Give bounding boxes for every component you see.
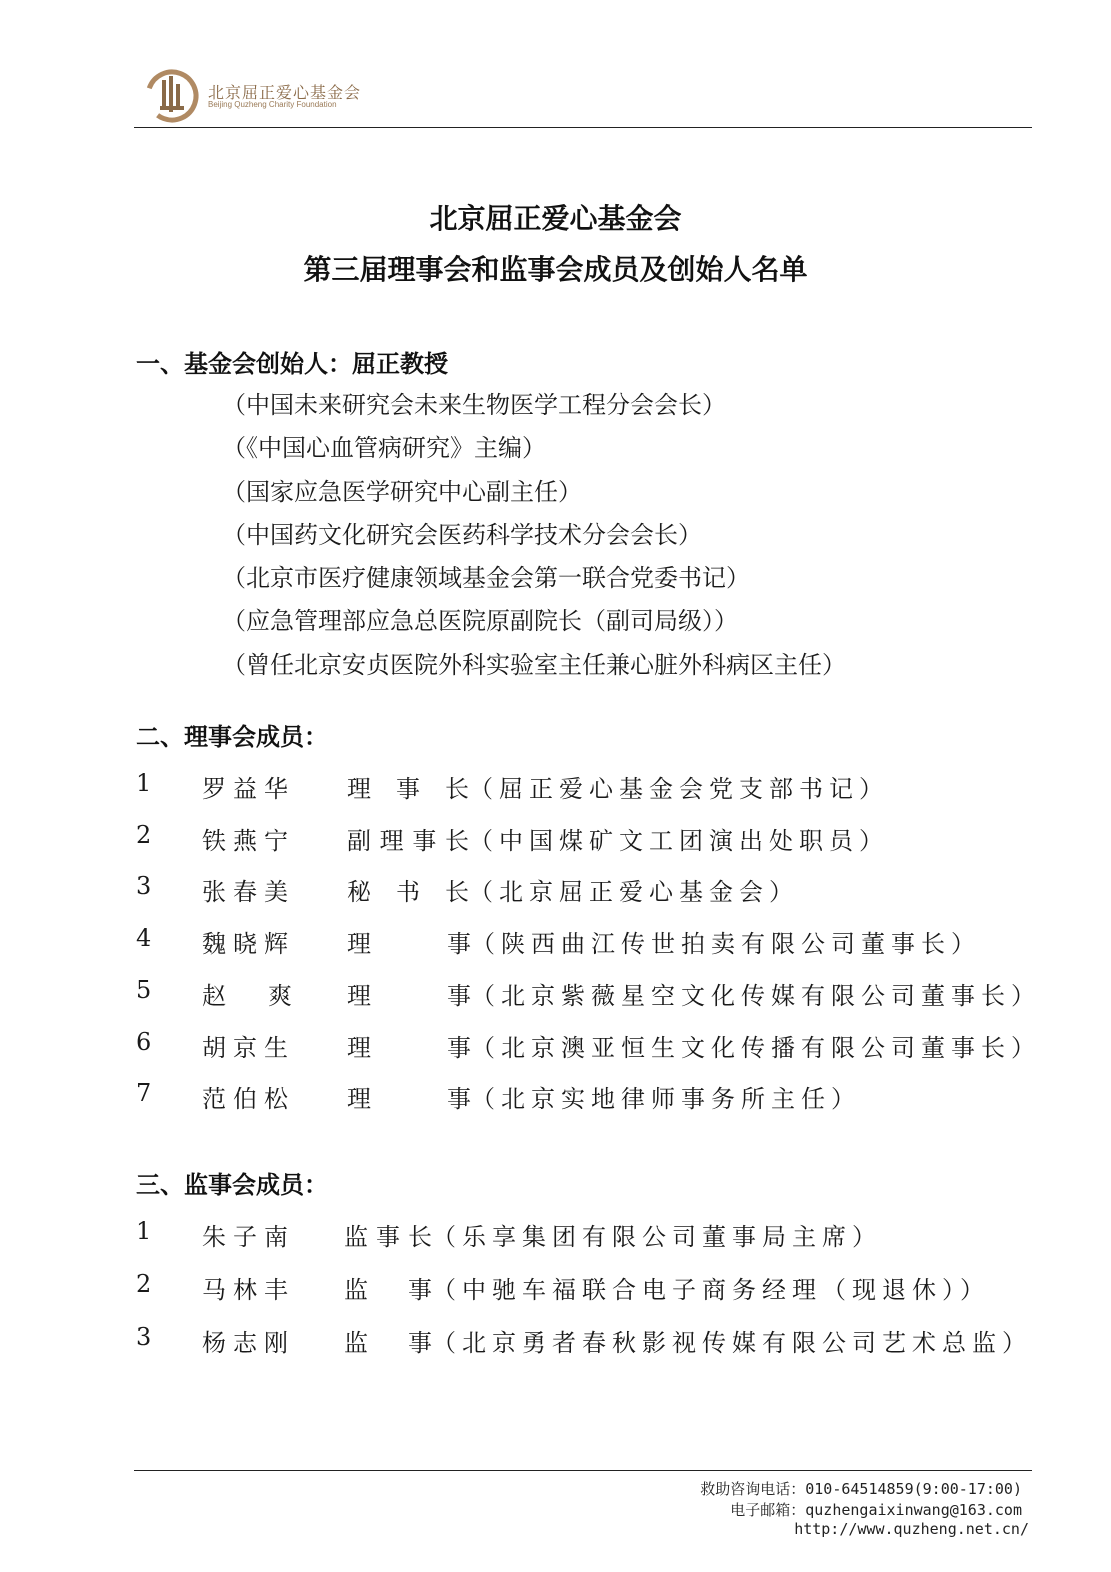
council-member-desc: （屈正爱心基金会党支部书记） xyxy=(469,775,889,803)
page-subtitle: 第三届理事会和监事会成员及创始人名单 xyxy=(303,253,808,286)
footer-phone: 救助咨询电话：010-64514859(9:00-17:00) xyxy=(700,1480,1022,1498)
header-divider xyxy=(134,127,1032,128)
founder-title: （北京市医疗健康领域基金会第一联合党委书记） xyxy=(222,564,750,592)
footer-email: 电子邮箱：quzhengaixinwang@163.com xyxy=(730,1501,1022,1519)
council-member-name: 罗益华 xyxy=(202,775,295,803)
supervisor-number: 3 xyxy=(136,1323,152,1351)
supervisor-role: 监 事 xyxy=(344,1329,432,1357)
council-member-number: 4 xyxy=(136,924,152,952)
supervisor-desc: （中驰车福联合电子商务经理（现退休）） xyxy=(432,1276,990,1304)
logo-name-cn: 北京屈正爱心基金会 xyxy=(208,83,362,102)
council-member-number: 2 xyxy=(136,821,152,849)
footer-url[interactable]: http://www.quzheng.net.cn/ xyxy=(794,1520,1029,1538)
supervisor-desc: （乐享集团有限公司董事局主席） xyxy=(432,1223,882,1251)
council-member-role: 理 事 长 xyxy=(347,775,469,803)
founder-title: （应急管理部应急总医院原副院长（副司局级）） xyxy=(222,607,738,635)
supervisor-number: 1 xyxy=(136,1217,152,1245)
footer-divider xyxy=(134,1470,1032,1471)
supervisor-name: 朱子南 xyxy=(202,1223,295,1251)
supervisor-name: 杨志刚 xyxy=(202,1329,295,1357)
council-member-name: 赵 爽 xyxy=(202,982,292,1010)
supervisors-heading: 三、监事会成员： xyxy=(136,1171,328,1199)
council-member-role: 理 事 xyxy=(347,930,471,958)
council-member-number: 5 xyxy=(136,976,152,1004)
council-member-number: 6 xyxy=(136,1028,152,1056)
supervisor-role: 监事长 xyxy=(344,1223,432,1251)
logo-name-en: Beijing Quzheng Charity Foundation xyxy=(208,100,337,109)
council-member-name: 范伯松 xyxy=(202,1085,295,1113)
council-member-desc: （北京屈正爱心基金会） xyxy=(469,878,799,906)
supervisor-role: 监 事 xyxy=(344,1276,432,1304)
council-member-desc: （陕西曲江传世拍卖有限公司董事长） xyxy=(471,930,981,958)
council-member-role: 理 事 xyxy=(347,1034,471,1062)
supervisor-number: 2 xyxy=(136,1270,152,1298)
council-member-desc: （北京实地律师事务所主任） xyxy=(471,1085,861,1113)
council-member-role: 秘 书 长 xyxy=(347,878,469,906)
council-member-number: 7 xyxy=(136,1079,152,1107)
council-member-role: 副理事长 xyxy=(347,827,469,855)
council-member-role: 理 事 xyxy=(347,1085,471,1113)
supervisor-desc: （北京勇者春秋影视传媒有限公司艺术总监） xyxy=(432,1329,1032,1357)
council-member-name: 魏晓辉 xyxy=(202,930,295,958)
council-member-name: 铁燕宁 xyxy=(202,827,295,855)
supervisor-name: 马林丰 xyxy=(202,1276,295,1304)
council-member-desc: （中国煤矿文工团演出处职员） xyxy=(469,827,889,855)
council-member-desc: （北京紫薇星空文化传媒有限公司董事长） xyxy=(471,982,1041,1010)
council-heading: 二、理事会成员： xyxy=(136,723,328,751)
council-member-number: 3 xyxy=(136,872,152,900)
founder-title: （中国未来研究会未来生物医学工程分会会长） xyxy=(222,391,726,419)
founder-heading: 一、基金会创始人：屈正教授 xyxy=(136,350,448,378)
founder-title: （中国药文化研究会医药科学技术分会会长） xyxy=(222,521,702,549)
council-member-name: 胡京生 xyxy=(202,1034,295,1062)
page-title: 北京屈正爱心基金会 xyxy=(429,202,682,235)
founder-title: （国家应急医学研究中心副主任） xyxy=(222,478,582,506)
council-member-name: 张春美 xyxy=(202,878,295,906)
founder-title: （《中国心血管病研究》主编） xyxy=(222,434,546,462)
council-member-role: 理 事 xyxy=(347,982,471,1010)
council-member-number: 1 xyxy=(136,769,152,797)
founder-title: （曾任北京安贞医院外科实验室主任兼心脏外科病区主任） xyxy=(222,651,846,679)
council-member-desc: （北京澳亚恒生文化传播有限公司董事长） xyxy=(471,1034,1041,1062)
foundation-logo-icon xyxy=(142,66,202,126)
